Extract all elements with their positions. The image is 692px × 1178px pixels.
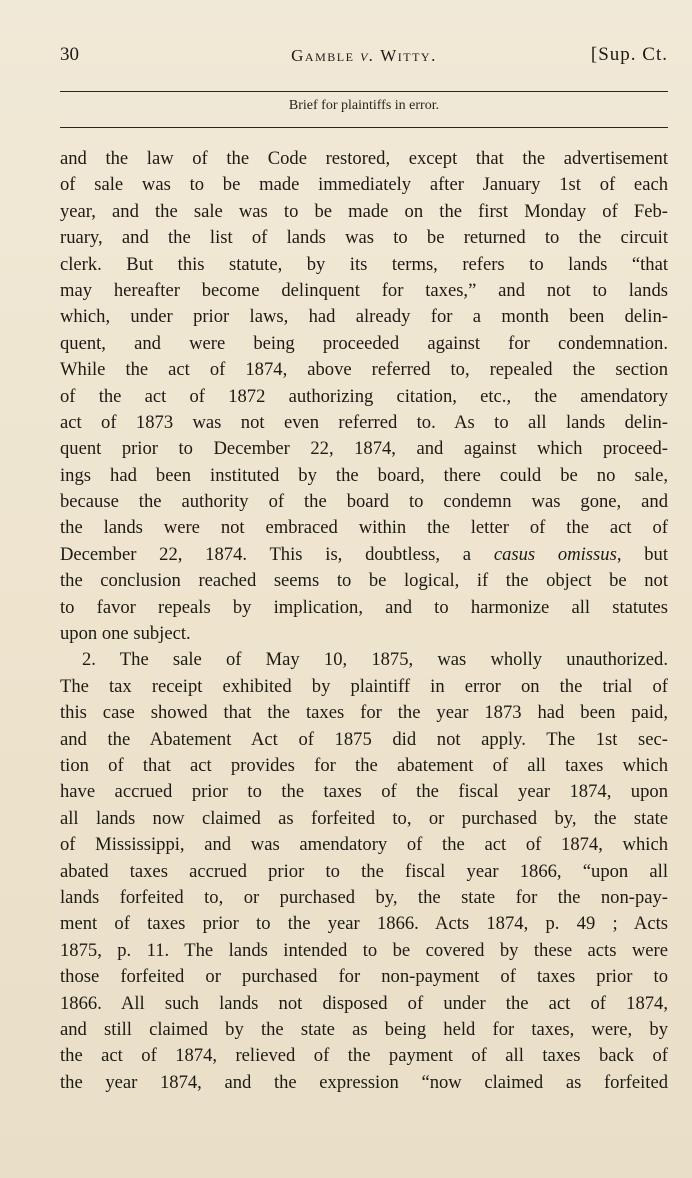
- paragraph-start-line: 2. The sale of May 10, 1875, was wholly unauthorized.: [82, 649, 668, 671]
- line-16-start: December 22, 1874. This is, doubtless, a: [60, 543, 494, 565]
- text-line: quent prior to December 22, 1874, and against which proceed-: [60, 438, 668, 460]
- page-number: 30: [60, 44, 79, 65]
- title-right: Witty.: [380, 46, 437, 65]
- text-line: may hereafter become delinquent for taxes,” and not to lands: [60, 279, 668, 301]
- text-line: the act of 1874, relieved of the payment of all taxes back of: [60, 1045, 668, 1067]
- text-line: the lands were not embraced within the letter of the act of: [60, 517, 668, 539]
- text-line: abated taxes accrued prior to the fiscal year 1866, “upon all: [60, 860, 668, 882]
- text-line: and still claimed by the state as being held for taxes, were, by: [60, 1018, 668, 1040]
- text-line: tion of that act provides for the abatement of all taxes which: [60, 754, 668, 776]
- text-line: and the law of the Code restored, except that the advertisement: [60, 148, 668, 169]
- text-line: ment of taxes prior to the year 1866. Acts 1874, p. 49 ; Acts: [60, 913, 668, 935]
- text-line: act of 1873 was not even referred to. As to all lands delin-: [60, 411, 668, 433]
- italic-casus-omissus: casus omissus: [493, 543, 617, 565]
- running-head: [60, 44, 668, 76]
- title-left: Gamble: [291, 46, 355, 65]
- text-line: which, under prior laws, had already for a month been delin-: [60, 306, 668, 328]
- text-line: because the authority of the board to condemn was gone, and: [60, 491, 668, 513]
- subheader: Brief for plaintiffs in error.: [288, 98, 440, 113]
- text-line: ruary, and the list of lands was to be returned to the circuit: [60, 227, 668, 249]
- text-line: all lands now claimed as forfeited to, or purchased by, the state: [60, 807, 668, 829]
- header-rule: [60, 91, 668, 92]
- court-label: [Sup. Ct.: [590, 44, 668, 65]
- text-line: clerk. But this statute, by its terms, refers to lands “that: [60, 253, 668, 275]
- running-title: [60, 46, 668, 66]
- text-line: those forfeited or purchased for non-payment of taxes prior to: [60, 966, 668, 988]
- text-line: this case showed that the taxes for the year 1873 had been paid,: [60, 702, 668, 724]
- text-line-mixed: [60, 542, 668, 568]
- text-line: the conclusion reached seems to be logical, if the object be not: [60, 570, 668, 592]
- text-line: of Mississippi, and was amendatory of the act of 1874, which: [60, 834, 668, 856]
- text-line: the year 1874, and the expression “now claimed as forfeited: [60, 1071, 668, 1093]
- text-line: year, and the sale was to be made on the first Monday of Feb-: [60, 200, 668, 222]
- text-line: The tax receipt exhibited by plaintiff in error on the trial of: [60, 675, 668, 697]
- subheader-rule: [60, 127, 668, 128]
- text-line: While the act of 1874, above referred to, repealed the section: [60, 359, 668, 381]
- text-line: lands forfeited to, or purchased by, the state for the non-pay-: [60, 886, 668, 908]
- text-line: have accrued prior to the taxes of the fiscal year 1874, upon: [60, 781, 668, 803]
- paragraph-end-line: upon one subject.: [60, 623, 191, 645]
- text-line: ings had been instituted by the board, there could be no sale,: [60, 464, 668, 486]
- text-line: of the act of 1872 authorizing citation, etc., the amendatory: [60, 385, 668, 407]
- title-v: v.: [360, 46, 375, 65]
- line-16-tail: , but: [616, 543, 668, 565]
- text-line: 1866. All such lands not disposed of under the act of 1874,: [60, 992, 668, 1014]
- body-text: [60, 146, 668, 1096]
- text-line: of sale was to be made immediately after January 1st of each: [60, 174, 668, 196]
- text-line: quent, and were being proceeded against for condemnation.: [60, 332, 668, 354]
- text-line: to favor repeals by implication, and to harmonize all statutes: [60, 596, 668, 618]
- text-line: 1875, p. 11. The lands intended to be covered by these acts were: [60, 939, 668, 961]
- text-line: and the Abatement Act of 1875 did not apply. The 1st sec-: [60, 728, 668, 750]
